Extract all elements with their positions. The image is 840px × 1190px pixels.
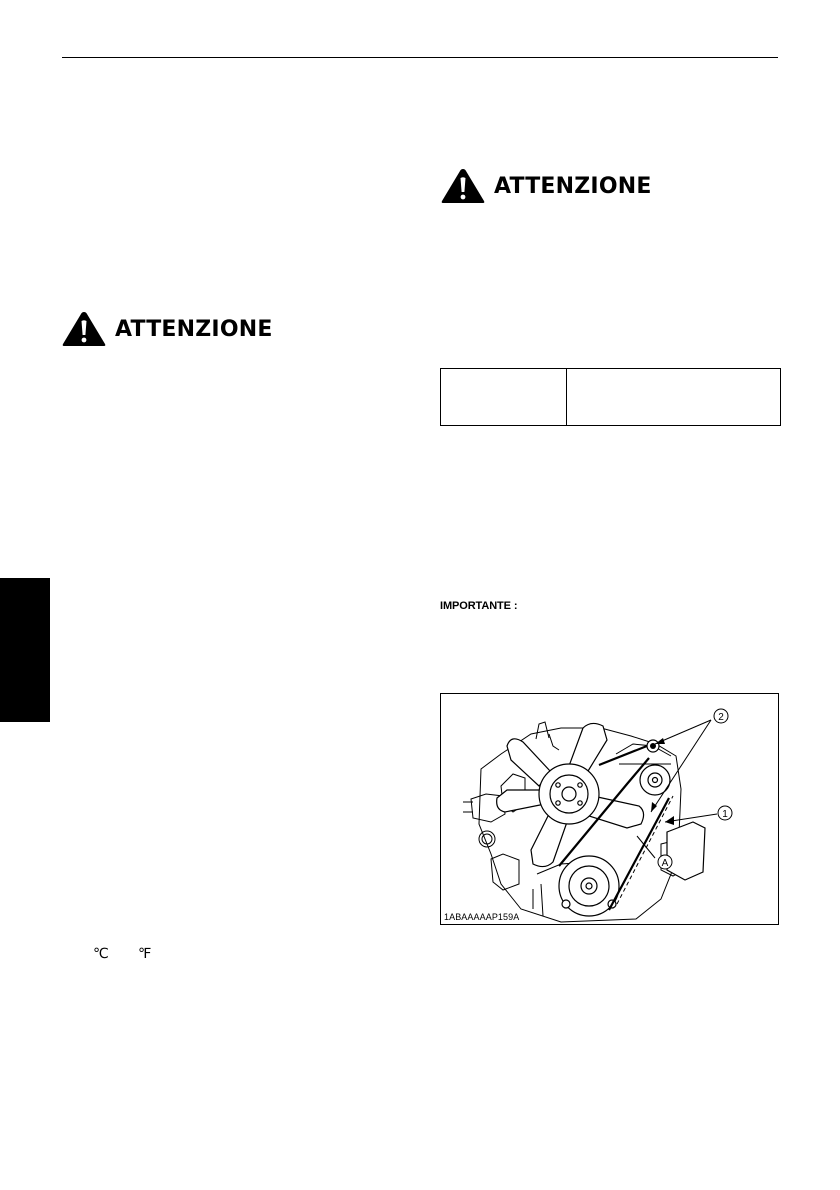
engine-illustration xyxy=(441,694,779,925)
engine-belt-figure xyxy=(440,693,779,925)
warning-triangle-icon xyxy=(61,310,107,348)
warning-triangle-icon xyxy=(440,167,486,205)
warning-label: ATTENZIONE xyxy=(115,316,273,342)
celsius-unit: ℃ xyxy=(93,945,109,961)
callout-one-label: 1 xyxy=(722,809,728,820)
important-label: IMPORTANTE : xyxy=(440,600,518,612)
callout-two-label: 2 xyxy=(718,712,724,723)
figure-code: 1ABAAAAAP159A xyxy=(444,912,520,922)
fahrenheit-unit: ℉ xyxy=(138,945,152,961)
header-rule xyxy=(62,57,778,58)
warning-left xyxy=(61,310,273,348)
warning-label: ATTENZIONE xyxy=(494,173,652,199)
spec-table xyxy=(440,368,781,426)
callout-a-label: A xyxy=(661,858,669,869)
warning-right xyxy=(440,167,652,205)
spec-table-cell xyxy=(441,369,567,425)
spec-table-cell xyxy=(567,369,780,425)
section-tab xyxy=(0,578,50,722)
